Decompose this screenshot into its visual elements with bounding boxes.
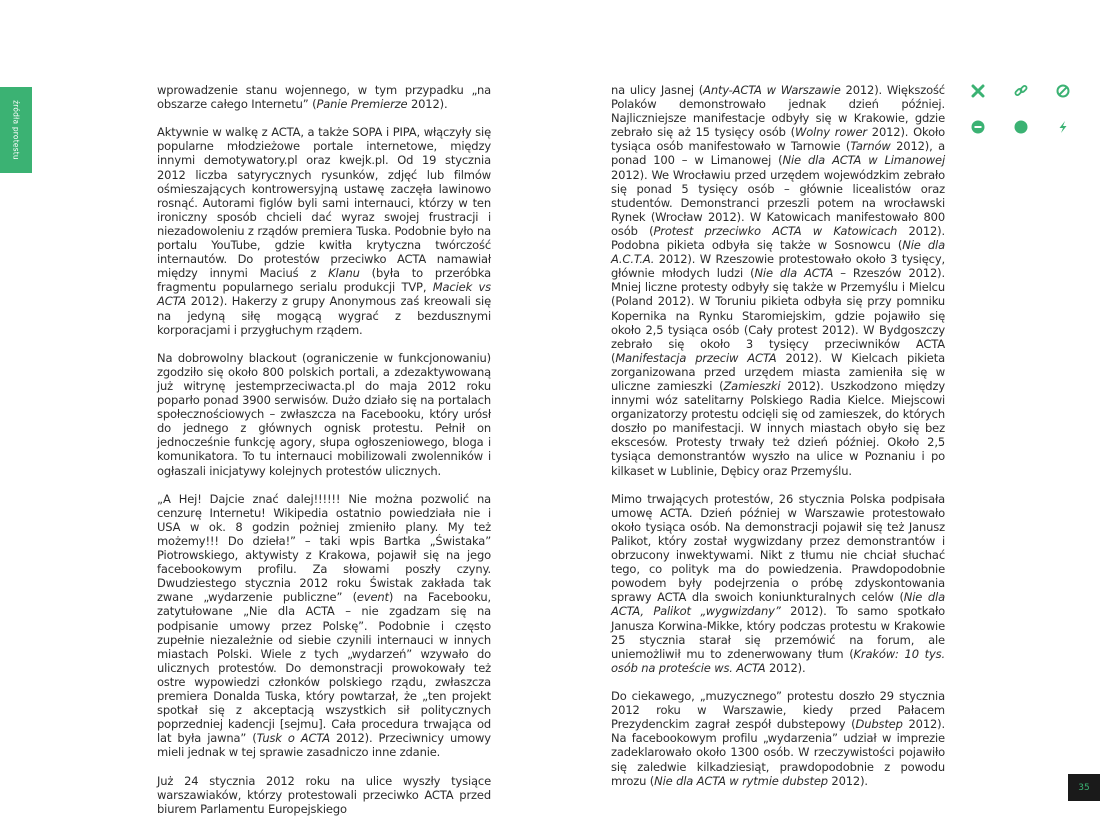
body-text: wprowadzenie stanu wojennego, w tym przypadku „na obszarze całego Internetu” ( bbox=[157, 83, 491, 112]
paragraph bbox=[611, 492, 945, 675]
body-text: 2012), a ponad 100 – w Limanowej ( bbox=[611, 139, 945, 168]
body-text: „A Hej! Dajcie znać dalej!!!!!! Nie można pozwolić na cenzurę Internetu! Wikipedia ostatnio powiedziała nie i USA w ok. 8 godzin pożniej zmieniło plany. My też możemy!!! Do dzieła!” – taki wpis Bartka „Świstaka” Piotrowskiego, aktywisty z Krakowa, pojawił się na jego facebookowym profilu. Za słowami poszły czyny. Dwudziestego stycznia 2012 roku Świstak zakłada tak zwane „wydarzenie publiczne” ( bbox=[157, 491, 491, 605]
body-text: Na dobrowolny blackout (ograniczenie w funkcjonowaniu) zgodziło się około 800 polskich portali, a zdezaktywowaną już witrynę jestemprzeciwacta.pl do maja 2012 roku poparło ponad 3900 serwisów. Dużo działo się na portalach społecznościowych – zwłaszcza na Facebooku, który urósł do jednego z głównych ognisk protestu. Pełnił on jednocześnie funkcję agory, słupa ogłoszeniowego, bloga i komunikatora. To tu internauci mobilizowali zwolenników i ogłaszali inicjatywy kolejnych protestów ulicznych. bbox=[157, 350, 491, 478]
body-text: 2012). W Kielcach pikieta zorganizowana przed urzędem miasta zamieniła się w uliczne zamieszki ( bbox=[611, 350, 945, 393]
body-text: 2012). We Wrocławiu przed urzędem wojewódzkim zebrało się ponad 5 tysięcy osób – głównie licealistów oraz studentów. Demonstranci przeszli potem na wrocławski Rynek (Wrocław 2012). W Katowicach manifestowało 800 osób ( bbox=[611, 167, 945, 238]
citation-text: Zamieszki bbox=[723, 378, 781, 393]
citation-text: Nie dla A.C.T.A. bbox=[611, 238, 945, 267]
body-text: 2012). Większość Polaków demonstrowało jednak dzień później. Najliczniejsze manifestacje odbyły się w Krakowie, gdzie zebrało się aż 15 tysięcy osób ( bbox=[611, 83, 945, 140]
citation-text: Nie dla ACTA w rytmie dubstep bbox=[654, 773, 828, 788]
body-text: 2012). Hakerzy z grupy Anonymous zaś kreowali się na jedyną siłę mogącą wygrać z bezdusznymi korporacjami i przygłuchym rządem. bbox=[157, 294, 491, 337]
body-text: Aktywnie w walkę z ACTA, a także SOPA i PIPA, włączyły się popularne młodzieżowe portale internetowe, między innymi demotywatory.pl oraz kwejk.pl. Od 19 stycznia 2012 liczba satyrycznych rysunków, zdjęć lub filmów ośmieszających kontrowersyjną ustawę zaczęła lawinowo rosnąć. Autorami figlów byli sami internauci, którzy w ten ironiczny sposób chcieli dać wyraz swojej frustracji i niezadowoleniu z rządów premiera Tuska. Podobnie było na portalu YouTube, gdzie kwitła krytyczna twórczość internautów. Do protestów przeciwko ACTA namawiał między innymi Maciuś z bbox=[157, 125, 491, 281]
body-text: Do ciekawego, „muzycznego” protestu doszło 29 stycznia 2012 roku w Warszawie, kiedy przed Pałacem Prezydenckim zagrał zespół dubstepowy ( bbox=[611, 689, 945, 732]
body-text: 2012). bbox=[765, 660, 806, 675]
page-number: 35 bbox=[1068, 774, 1100, 801]
citation-text: Tusk o ACTA bbox=[256, 731, 330, 746]
citation-text: Tarnów bbox=[850, 139, 891, 154]
paragraph bbox=[157, 492, 491, 760]
body-text: Już 24 stycznia 2012 roku na ulice wyszły tysiące warszawiaków, którzy protestowali przeciwko ACTA przed biurem Parlamentu Europejskiego bbox=[157, 773, 491, 816]
link-chain-icon[interactable] bbox=[1010, 80, 1032, 102]
body-text: – Rzeszów 2012). Mniej liczne protesty odbyły się także w Przemyślu i Mielcu (Poland 2012). W Toruniu pikieta odbyła się przy pomniku Kopernika na Rynku Staromiejskim, gdzie pojawiło się około 2,5 tysiąca osób (Cały protest 2012). W Bydgoszczy zebrało się około 3 tysięcy przeciwników ACTA ( bbox=[611, 266, 945, 365]
body-text: 2012). Około tysiąca osób manifestowało w Tarnowie ( bbox=[611, 125, 945, 154]
body-text: 2012). Przeciwnicy umowy mieli jednak w tej sprawie zasadniczo inne zdanie. bbox=[157, 731, 491, 760]
body-text: 2012). Podobna pikieta odbyła się także w Sosnowcu ( bbox=[611, 223, 946, 253]
body-text: 2012). Uszkodzono między innymi wóz satelitarny Polskiego Radia Kielce. Miejscowi organizatorzy protestu odcięli się od zamieszek, do których doszło po manifestacji. W innych miastach obyło się bez ekscesów. Protesty trwały też dzień później. Około 2,5 tysiąca demonstrantów wyszło na ulice w Poznaniu i po kilkaset w Lublinie, Dębicy oraz Przemyślu. bbox=[611, 378, 945, 478]
body-text: 2012). bbox=[827, 773, 868, 788]
filled-circle-icon[interactable] bbox=[1010, 116, 1032, 138]
paragraph bbox=[611, 689, 945, 788]
paragraph bbox=[157, 351, 491, 478]
body-text: 2012). bbox=[407, 97, 448, 112]
paragraph bbox=[157, 83, 491, 111]
section-tab[interactable] bbox=[0, 87, 32, 173]
body-text: Mimo trwających protestów, 26 stycznia Polska podpisała umowę ACTA. Dzień później w Warszawie protestowało około tysiąca osób. Na demonstracji pojawił się też Janusz Palikot, który został wygwizdany przez demonstrantów i obrzucony inwektywami. Nikt z tłumu nie chciał słuchać tego, co polityk ma do powiedzenia. Prawdopodobnie powodem były podejrzenia o próbę zdyskontowania sprawy ACTA dla swoich koniunkturalnych celów ( bbox=[611, 491, 945, 605]
citation-text: Anty-ACTA w Warszawie bbox=[703, 83, 841, 97]
body-text: (była to przeróbka fragmentu popularnego serialu produkcji TVP, bbox=[157, 266, 491, 295]
body-text: na ulicy Jasnej ( bbox=[611, 83, 704, 97]
lightning-bolt-icon[interactable] bbox=[1052, 116, 1074, 138]
citation-text: Panie Premierze bbox=[316, 97, 408, 112]
close-x-icon[interactable] bbox=[967, 80, 989, 102]
left-text-column bbox=[157, 83, 491, 830]
icon-panel bbox=[966, 80, 1076, 140]
paragraph bbox=[157, 125, 491, 336]
section-tab-label: źródła protestu bbox=[11, 100, 21, 160]
body-text: 2012). Na facebookowym profilu „wydarzenia” udział w imprezie zadeklarowało około 1300 osób. W rzeczywistości pojawiło się zaledwie kilkadziesiąt, prawdopodobnie z powodu mrozu ( bbox=[611, 717, 946, 788]
citation-text: Dubstep bbox=[855, 717, 903, 732]
citation-text: Nie dla ACTA bbox=[754, 266, 834, 281]
citation-text: Manifestacja przeciw ACTA bbox=[615, 350, 777, 365]
citation-text: Kraków: 10 tys. osób na proteście ws. ACTA bbox=[611, 646, 945, 675]
citation-text: event bbox=[356, 590, 389, 605]
citation-text: Wolny rower bbox=[794, 125, 867, 140]
citation-text: Protest przeciwko ACTA w Katowicach bbox=[653, 223, 898, 238]
citation-text: Klanu bbox=[328, 266, 360, 281]
body-text: ) na Facebooku, zatytułowane „Nie dla ACTA – nie zgadzam się na podpisanie umowy przez Polskę”. Podobnie i często zupełnie niezależnie od siebie czynili internauci w innych miastach Polski. Wiele z tych „wydarzeń” wzywało do ulicznych protestów. Do demonstracji prowokowały też ostre wypowiedzi członków polskiego rządu, zwłaszcza premiera Donalda Tuska, który powtarzał, że „ten projekt spotkał się z akceptacją wszystkich sił politycznych poprzedniej kadencji [sejmu]. Cała procedura trwająca od lat była jawna” ( bbox=[157, 590, 491, 746]
right-text-column bbox=[611, 83, 945, 802]
paragraph bbox=[611, 83, 945, 478]
body-text: 2012). W Rzeszowie protestowało około 3 tysięcy, głównie młodych ludzi ( bbox=[611, 252, 945, 281]
body-text: 2012). To samo spotkało Janusza Korwina-Mikke, który podczas protestu w Krakowie 25 stycznia starał się przemówić na forum, ale uniemożliwił mu to zdenerwowany tłum ( bbox=[611, 604, 945, 661]
citation-text: Nie dla ACTA w Limanowej bbox=[782, 153, 945, 168]
citation-text: Nie dla ACTA, Palikot „wygwizdany” bbox=[611, 590, 945, 619]
paragraph bbox=[157, 774, 491, 816]
minus-circle-icon[interactable] bbox=[967, 116, 989, 138]
no-entry-slash-icon[interactable] bbox=[1052, 80, 1074, 102]
citation-text: Maciek vs ACTA bbox=[157, 280, 492, 309]
